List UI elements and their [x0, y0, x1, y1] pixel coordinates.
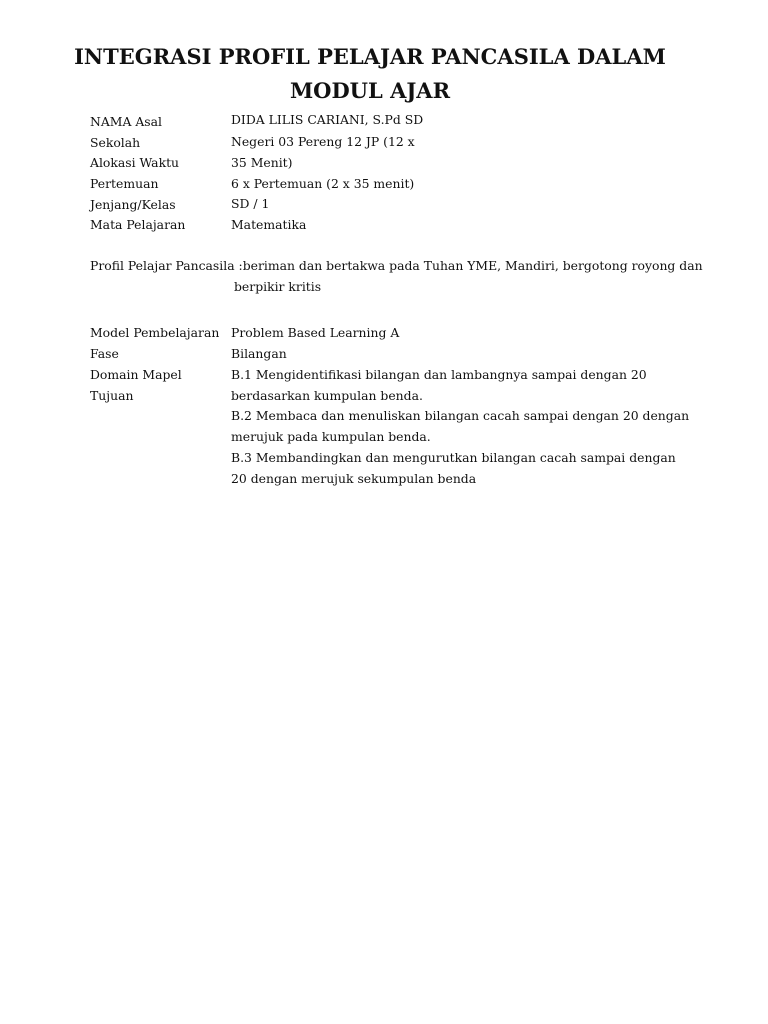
- label-sekolah: Sekolah: [90, 135, 141, 150]
- label-nama-asal: NAMA Asal: [90, 114, 163, 129]
- value-mata-pelajaran: Matematika: [231, 217, 307, 232]
- value-domain-line-2: berdasarkan kumpulan benda.: [231, 388, 423, 403]
- value-alokasi-waktu: 35 Menit): [231, 155, 293, 170]
- label-alokasi-waktu: Alokasi Waktu: [90, 155, 180, 170]
- label-jenjang-kelas: Jenjang/Kelas: [90, 197, 176, 212]
- title-line-2: MODUL AJAR: [289, 78, 451, 103]
- value-pertemuan: 6 x Pertemuan (2 x 35 menit): [231, 176, 415, 191]
- value-tujuan-line-4: 20 dengan merujuk sekumpulan benda: [231, 471, 477, 486]
- value-tujuan-line-2: merujuk pada kumpulan benda.: [231, 429, 431, 444]
- label-domain-mapel: Domain Mapel: [90, 367, 182, 382]
- value-jenjang-kelas: SD / 1: [231, 196, 270, 211]
- value-fase: Bilangan: [231, 346, 287, 361]
- value-tujuan-line-1: B.2 Membaca dan menuliskan bilangan cacah sampai dengan 20 dengan: [231, 408, 690, 423]
- value-nama: DIDA LILIS CARIANI, S.Pd SD: [231, 112, 424, 127]
- label-model-pembelajaran: Model Pembelajaran: [90, 325, 220, 340]
- profil-pelajar-line-1: Profil Pelajar Pancasila :beriman dan bertakwa pada Tuhan YME, Mandiri, bergotong royong dan: [90, 258, 703, 273]
- label-fase: Fase: [90, 346, 119, 361]
- document-title: [60, 40, 680, 108]
- value-domain-line-1: B.1 Mengidentifikasi bilangan dan lambangnya sampai dengan 20: [231, 367, 647, 382]
- label-pertemuan: Pertemuan: [90, 176, 159, 191]
- value-sekolah: Negeri 03 Pereng 12 JP (12 x: [231, 134, 415, 149]
- value-tujuan-line-3: B.3 Membandingkan dan mengurutkan bilangan cacah sampai dengan: [231, 450, 676, 465]
- value-model-pembelajaran: Problem Based Learning A: [231, 325, 400, 340]
- label-tujuan: Tujuan: [90, 388, 134, 403]
- label-mata-pelajaran: Mata Pelajaran: [90, 217, 186, 232]
- title-line-1: INTEGRASI PROFIL PELAJAR PANCASILA DALAM: [74, 44, 666, 69]
- profil-pelajar-line-2: berpikir kritis: [234, 279, 322, 294]
